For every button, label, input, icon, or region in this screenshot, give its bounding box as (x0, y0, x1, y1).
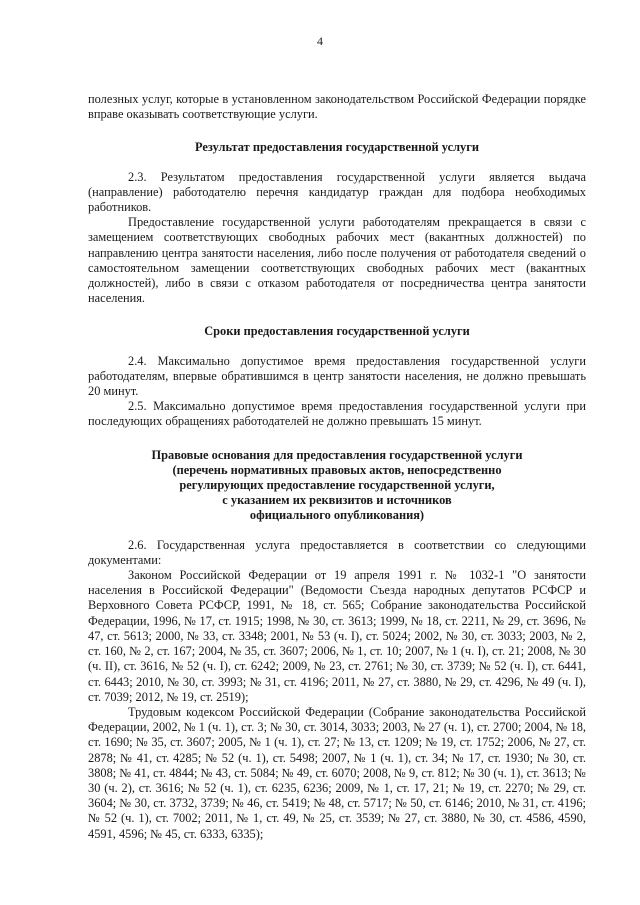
intro-paragraph: полезных услуг, которые в установленном законодательством Российской Федерации порядке вправе оказывать соответствующие услуги. (88, 92, 586, 122)
paragraph-employment-law: Законом Российской Федерации от 19 апреля 1991 г. № 1032-1 "О занятости населения в Российской Федерации" (Ведомости Съезда народных депутатов РСФСР и Верховного Совета РСФСР, 1991, № 18, ст. 565; Собрание законодательства Российской Федерации, 1996, № 17, ст. 1915; 1998, № 30, ст. 3613; 1999, № 18, ст. 2211, № 29, ст. 3696, № 47, ст. 5613; 2000, № 33, ст. 3348; 2001, № 53 (ч. I), ст. 5024; 2002, № 30, ст. 3033; 2003, № 2, ст. 160, № 2, ст. 167; 2004, № 35, ст. 3607; 2006, № 1, ст. 10; 2007, № 1 (ч. I), ст. 21; 2008, № 30 (ч. II), ст. 3616, № 52 (ч. I), ст. 6242; 2009, № 23, ст. 2761; № 30, ст. 3739; № 52 (ч. I), ст. 6441, ст. 6443; 2010, № 30, ст. 3993; № 31, ст. 4196; 2011, № 27, ст. 3880, № 29, ст. 4296, № 49 (ч. I), ст. 7039; 2012, № 19, ст. 2519); (88, 568, 586, 704)
heading-line: (перечень нормативных правовых актов, непосредственно (172, 462, 502, 477)
paragraph-labor-code: Трудовым кодексом Российской Федерации (Собрание законодательства Российской Федерации, 2002, № 1 (ч. 1), ст. 3; № 30, ст. 3014, 3033; 2003, № 27 (ч. 1), ст. 2700; 2004, № 18, ст. 1690; № 35, ст. 3607; 2005, № 1 (ч. 1), ст. 27; № 13, ст. 1209; № 19, ст. 1752; 2006, № 27, ст. 2878; № 41, ст. 4285; № 52 (ч. 1), ст. 5498; 2007, № 1 (ч. 1), ст. 34; № 17, ст. 1930; № 30, ст. 3808; № 41, ст. 4844; № 43, ст. 5084; № 49, ст. 6070; 2008, № 9, ст. 812; № 30 (ч. 1), ст. 3613; № 30 (ч. 2), ст. 3616; № 52 (ч. 1), ст. 6235, 6236; 2009, № 1, ст. 17, 21; № 19, ст. 2270; № 29, ст. 3604; № 30, ст. 3732, 3739; № 46, ст. 5419; № 48, ст. 5717; № 50, ст. 6146; 2010, № 31, ст. 4196; № 52 (ч. 1), ст. 7002; 2011, № 1, ст. 49, № 25, ст. 3539; № 27, ст. 3880, № 30, ст. 4586, 4590, 4591, 4596; № 45, ст. 6333, 6335); (88, 704, 586, 841)
page-number: 4 (317, 34, 323, 48)
paragraph-termination: Предоставление государственной услуги работодателям прекращается в связи с замещением соответствующих свободных рабочих мест (вакантных должностей) по направлению центра занятости населения, либо после получения от работодателя сведений о самостоятельном замещении соответствующих свободных рабочих мест (вакантных должностей), либо в связи с отказом работодателя от посредничества центра занятости населения. (88, 215, 586, 306)
section-heading-legal-basis (88, 448, 586, 524)
paragraph-2-6: 2.6. Государственная услуга предоставляется в соответствии со следующими документами: (88, 537, 586, 567)
paragraph-2-3: 2.3. Результатом предоставления государственной услуги является выдача (направление) работодателю перечня кандидатур граждан для подбора необходимых работников. (88, 169, 586, 215)
section-heading-terms: Сроки предоставления государственной услуги (204, 324, 470, 339)
heading-line: регулирующих предоставление государственной услуги, (179, 478, 495, 493)
heading-line: с указанием их реквизитов и источников (222, 493, 452, 508)
section-heading-result: Результат предоставления государственной услуги (195, 140, 479, 155)
heading-line: Правовые основания для предоставления государственной услуги (151, 447, 523, 462)
document-body (88, 92, 586, 842)
heading-line: официального опубликования) (249, 508, 425, 523)
paragraph-2-5: 2.5. Максимально допустимое время предоставления государственной услуги при последующих обращениях работодателей не должно превышать 15 минут. (88, 399, 586, 429)
paragraph-2-4: 2.4. Максимально допустимое время предоставления государственной услуги работодателям, впервые обратившимся в центр занятости населения, не должно превышать 20 минут. (88, 353, 586, 399)
